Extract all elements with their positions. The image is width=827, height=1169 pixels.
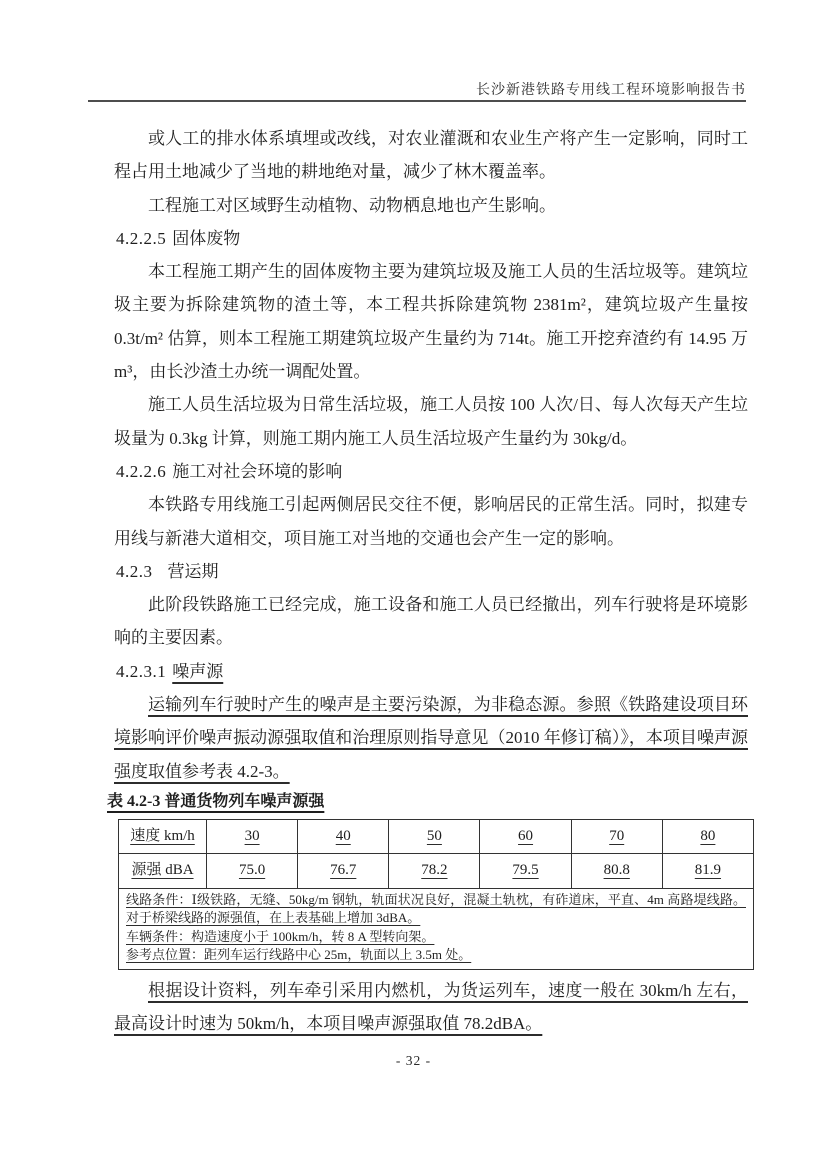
table-notes-cell [119, 888, 754, 969]
row-header-source-level: 源强 dBA [119, 854, 207, 888]
paragraph-wildlife-impact: 工程施工对区域野生动植物、动物栖息地也产生影响。 [148, 195, 556, 215]
paragraph-social-impact: 本铁路专用线施工引起两侧居民交往不便，影响居民的正常生活。同时，拟建专用线与新港大道相交，项目施工对当地的交通也会产生一定的影响。 [114, 495, 748, 548]
table-caption: 表 4.2-3 普通货物列车噪声源强 [107, 792, 325, 810]
header-rule [88, 100, 746, 102]
note-vehicle-conditions: 车辆条件：构造速度小于 100km/h，转 8 A 型转向架。 [126, 928, 435, 944]
source-level-value: 79.5 [480, 854, 571, 888]
row-header-speed: 速度 km/h [119, 819, 207, 853]
section-number: 4.2.2.5 [116, 228, 167, 248]
section-heading-noise-source [114, 655, 748, 688]
note-track-conditions: 线路条件：Ⅰ级铁路，无缝、50kg/m 钢轨，轨面状况良好，混凝土轨枕，有砟道床，平直、4m 高路堤线路。对于桥梁线路的源强值，在上表基础上增加 3dBA。 [126, 891, 746, 926]
section-number: 4.2.2.6 [116, 461, 167, 481]
note-reference-point: 参考点位置：距列车运行线路中心 25m，轨面以上 3.5m 处。 [126, 947, 472, 963]
table-row-source-level [119, 854, 754, 888]
section-heading-operation-period [114, 555, 748, 588]
speed-value: 30 [207, 819, 298, 853]
page-header [88, 79, 746, 99]
paragraph-design-conclusion: 根据设计资料，列车牵引采用内燃机，为货运列车，速度一般在 30km/h 左右，最高设计时速为 50km/h，本项目噪声源强取值 78.2dBA。 [114, 980, 748, 1034]
paragraph-domestic-garbage: 施工人员生活垃圾为日常生活垃圾，施工人员按 100 人次/日、每人次每天产生垃圾量为 0.3kg 计算，则施工期内施工人员生活垃圾产生量约为 30kg/d。 [114, 395, 748, 448]
speed-value: 70 [571, 819, 662, 853]
source-level-value: 80.8 [571, 854, 662, 888]
speed-value: 80 [662, 819, 753, 853]
table-notes-row [119, 888, 754, 969]
section-title: 固体废物 [172, 228, 241, 248]
section-number: 4.2.3 [116, 561, 153, 581]
page-number: - 32 - [395, 1053, 432, 1068]
paragraph-impact-drainage: 或人工的排水体系填埋或改线，对农业灌溉和农业生产将产生一定影响，同时工程占用土地减少了当地的耕地绝对量，减少了林木覆盖率。 [114, 129, 748, 182]
section-title: 施工对社会环境的影响 [172, 461, 343, 481]
noise-source-table [118, 819, 754, 970]
paragraph-operation-phase: 此阶段铁路施工已经完成，施工设备和施工人员已经撤出，列车行驶将是环境影响的主要因素。 [114, 595, 748, 648]
section-heading-solid-waste [114, 222, 748, 255]
table-row-speed [119, 819, 754, 853]
section-title: 营运期 [167, 561, 219, 581]
document-body [107, 122, 748, 1041]
section-heading-social-impact [114, 455, 748, 488]
paragraph-solid-waste: 本工程施工期产生的固体废物主要为建筑垃圾及施工人员的生活垃圾等。建筑垃圾主要为拆除建筑物的渣土等，本工程共拆除建筑物 2381m²，建筑垃圾产生量按 0.3t/m² 估算，则本工程施工期建筑垃圾产生量约为 714t。施工开挖弃渣约有 14.95 万 m³，由长沙渣土办统一调配处置。 [114, 262, 748, 382]
source-level-value: 75.0 [207, 854, 298, 888]
source-level-value: 76.7 [298, 854, 389, 888]
section-number: 4.2.3.1 [116, 661, 167, 681]
section-title: 噪声源 [172, 661, 224, 681]
speed-value: 40 [298, 819, 389, 853]
page-footer [0, 1053, 827, 1069]
speed-value: 50 [389, 819, 480, 853]
source-level-value: 78.2 [389, 854, 480, 888]
source-level-value: 81.9 [662, 854, 753, 888]
paragraph-noise-source-reference: 运输列车行驶时产生的噪声是主要污染源，为非稳态源。参照《铁路建设项目环境影响评价噪声振动源强取值和治理原则指导意见（2010 年修订稿）》，本项目噪声源强度取值参考表 4.2-3。 [114, 695, 748, 781]
speed-value: 60 [480, 819, 571, 853]
header-title: 长沙新港铁路专用线工程环境影响报告书 [476, 83, 746, 98]
